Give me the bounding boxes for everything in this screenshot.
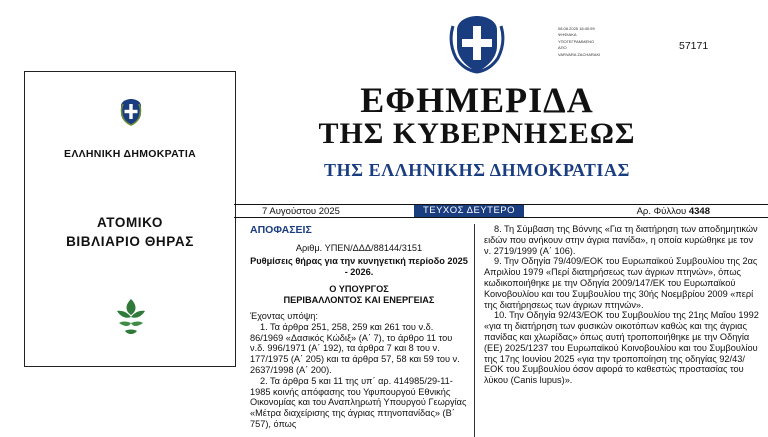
issue-badge: ΤΕΥΧΟΣ ΔΕΥΤΕΡΟ xyxy=(414,205,524,217)
paragraph: 1. Τα άρθρα 251, 258, 259 και 261 του ν.δ. 86/1969 «Δασικός Κώδιξ» (Α΄ 7), το άρθρο 11 του ν.δ. 996/1971 (Α΄ 192), τα άρθρα 7 και 8 του ν. 177/1975 (Α΄ 205) και τα άρθρα 57, 58 και 59 του ν. 2637/1998 (Α΄ 200). xyxy=(250,321,460,375)
section-heading: ΑΠΟΦΑΣΕΙΣ xyxy=(250,224,312,236)
booklet-republic-label: ΕΛΛΗΝΙΚΗ ΔΗΜΟΚΡΑΤΙΑ xyxy=(64,148,196,160)
page-number: 57171 xyxy=(679,40,709,52)
paragraph: 8. Τη Σύμβαση της Βόννης «Για τη διατήρηση των αποδημητικών ειδών που ανήκουν στην άγρια πανίδα», η οποία κυρώθηκε με τον ν. 2719/1999 (Α΄ 106). xyxy=(484,224,758,256)
gazette-coat-of-arms-icon xyxy=(448,14,506,74)
left-text-column xyxy=(250,224,468,430)
masthead-subtitle: ΤΗΣ ΚΥΒΕΡΝΗΣΕΩΣ xyxy=(318,117,636,150)
signature-line: ΑΠΟ xyxy=(558,45,567,51)
masthead-title: ΕΦΗΜΕΡΙΔΑ xyxy=(360,80,594,120)
minister-line2: ΠΕΡΙΒΑΛΛΟΝΤΟΣ ΚΑΙ ΕΝΕΡΓΕΙΑΣ xyxy=(283,295,435,306)
column-divider xyxy=(474,224,475,437)
booklet-title-line2: ΒΙΒΛΙΑΡΙΟ ΘΗΡΑΣ xyxy=(66,234,194,249)
booklet-title xyxy=(25,213,235,251)
minister-line1: Ο ΥΠΟΥΡΓΟΣ xyxy=(329,284,389,295)
minister-heading xyxy=(250,284,468,306)
masthead-republic: ΤΗΣ ΕΛΛΗΝΙΚΗΣ ΔΗΜΟΚΡΑΤΙΑΣ xyxy=(323,160,631,180)
intro-text: Έχοντας υπόψη: xyxy=(250,310,318,321)
signature-line: 08.08.2025 18:40:59 xyxy=(558,26,595,31)
sheet-label: Αρ. Φύλλου xyxy=(636,206,687,217)
signature-line: ΥΠΟΓΕΓΡΑΜΜΕΝΟ xyxy=(558,38,595,44)
green-leaf-logo-icon xyxy=(113,297,149,337)
paragraph: 2. Τα άρθρα 5 και 11 της υπ΄ αρ. 414985/29-11-1985 κοινής απόφασης του Υφυπουργού Εθνικής Οικονομίας και του Αναπληρωτή Υπουργού Γεωργίας «Μέτρα διαχείρισης της άγριας πτηνοπανίδας» (Β΄ 757), όπως xyxy=(250,375,467,429)
decision-reference: Αριθμ. ΥΠΕΝ/ΔΔΔ/88144/3151 xyxy=(295,243,423,253)
decision-subject: Ρυθμίσεις θήρας για την κυνηγετική περίοδο 2025 - 2026. xyxy=(250,255,468,277)
signature-line: VARVARA ZACHARAKI xyxy=(558,51,601,57)
greek-coat-of-arms-icon xyxy=(118,98,144,126)
right-text-column xyxy=(484,224,760,386)
issue-info-bar xyxy=(234,204,768,218)
sheet-number xyxy=(637,205,710,218)
paragraph: 10. Την Οδηγία 92/43/ΕΟΚ του Συμβουλίου της 21ης Μαΐου 1992 «για τη διατήρηση των φυσικών οικοτόπων καθώς και της άγριας πανίδας και χλωρίδας» όπως αυτή τροποποιήθηκε με την Οδηγία (ΕΕ) 2025/1237 του Ευρωπαϊκού Κοινοβουλίου και του Συμβουλίου της 17ης Ιουνίου 2025 «για την τροποποίηση της οδηγίας 92/43/ΕΟΚ του Συμβουλίου όσον αφορά το καθεστώς προστασίας του λύκου (Canis lupus)». xyxy=(484,310,759,386)
sheet-number-value: 4348 xyxy=(688,206,710,217)
signature-line: ΨΗΦΙΑΚΑ xyxy=(558,32,577,38)
booklet-title-line1: ΑΤΟΜΙΚΟ xyxy=(97,215,163,230)
issue-date: 7 Αυγούστου 2025 xyxy=(262,206,340,217)
digital-signature-stamp xyxy=(558,26,600,58)
paragraph: 9. Την Οδηγία 79/409/ΕΟΚ του Ευρωπαϊκού Συμβουλίου της 2ας Απριλίου 1979 «Περί διατηρήσεως των άγριων πτηνών», όπως κωδικοποιήθηκε με την Οδηγία 2009/147/ΕΚ του Ευρωπαϊκού Κοινοβουλίου και του Συμβουλίου της 30ής Νοεμβρίου 2009 «περί της διατήρησεως των άγριων πτηνών». xyxy=(484,256,758,310)
